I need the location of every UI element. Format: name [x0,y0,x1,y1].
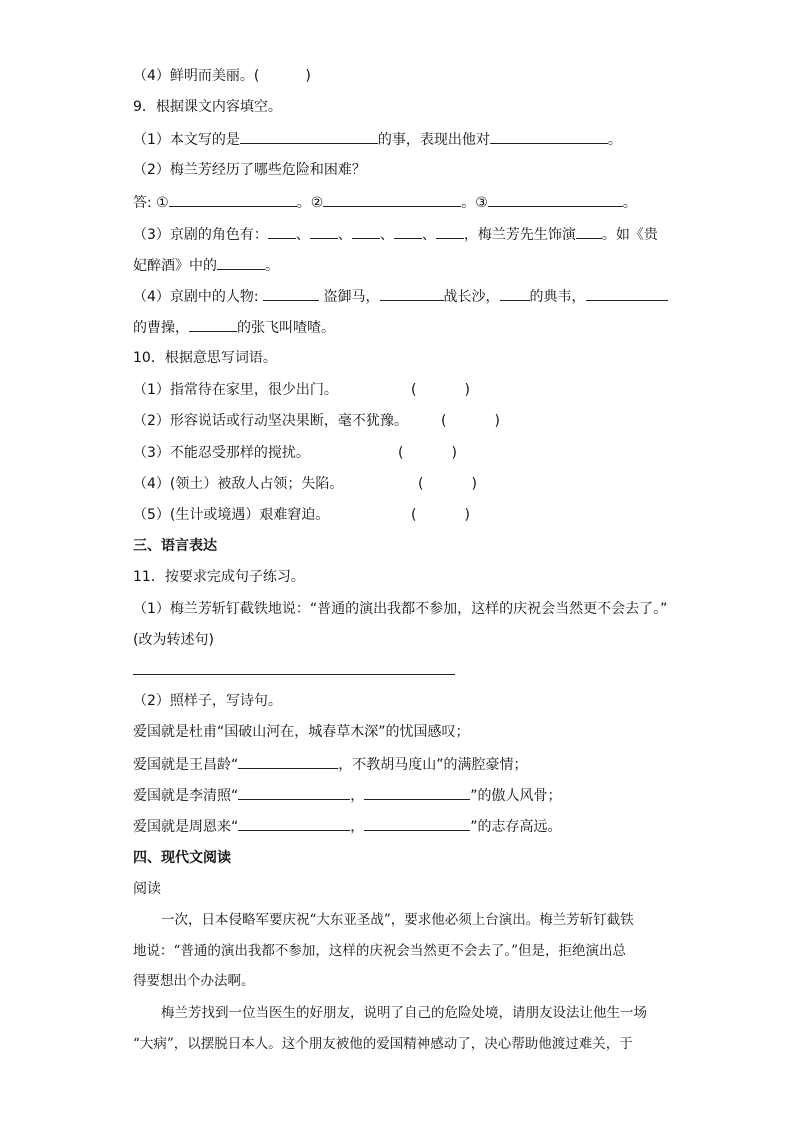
blank[interactable] [189,317,237,332]
blank[interactable] [352,224,380,239]
q11-title: 11．按要求完成句子练习。 [133,569,305,585]
prompt-text: 。 [607,132,622,148]
answer-line[interactable] [133,674,455,675]
item-number: （4） [133,289,170,305]
item-number: （5） [133,507,170,523]
q9-s3 [133,224,658,245]
poem-example: 爱国就是杜甫“国破山河在，城春草木深”的忧国感叹； [133,724,470,740]
q10-item-5 [133,505,470,525]
prompt-text: ”的志存高远。 [470,819,562,835]
q11-s1-note: (改为转述句) [133,632,214,648]
section-heading-4: 四、现代文阅读 [133,850,231,866]
answer-label: 答: ① [133,195,169,211]
item-number: （2） [133,162,170,178]
blank[interactable] [238,785,350,800]
separator: 、 [379,227,394,243]
answer-paren[interactable] [398,443,457,463]
blank[interactable] [364,785,470,800]
item-number: （2） [133,413,170,429]
prompt-text: 京剧的角色有： [169,227,268,243]
prompt-text: 爱国就是王昌龄“ [133,757,239,773]
item-number: （4） [133,68,170,84]
blank[interactable] [323,192,461,207]
prompt-text: 的事，表现出他对 [377,132,490,148]
prompt-text: 爱国就是李清照“ [133,788,239,804]
poem-line-wang [133,754,528,775]
paren-close: ) [464,382,470,398]
answer-paren[interactable] [411,505,470,525]
prompt-text: ，不教胡马度山”的满腔豪情； [338,757,528,773]
blank[interactable] [394,224,422,239]
item-number: （4） [133,476,170,492]
item-number: （3） [133,445,170,461]
reading-p1-line3: 得要想出个办法啊。 [133,973,255,989]
item-text: 梅兰芳斩钉截铁地说：“普通的演出我都不参加，这样的庆祝会当然更不会去了。” [169,601,668,617]
reading-p1-line2: 地说：“普通的演出我都不参加，这样的庆祝会当然更不会去了。”但是，拒绝演出总 [133,943,627,959]
answer-paren[interactable] [411,380,470,400]
item-text: 指常待在家里，很少出门。 [169,382,338,398]
prompt-text: 爱国就是周恩来“ [133,819,239,835]
prompt-text: 盗御马， [323,289,380,305]
blank[interactable] [364,816,470,831]
separator: 、 [421,227,436,243]
item-number: （2） [133,693,170,709]
answer-paren[interactable] [418,474,477,494]
item-text: (生计或境遇）艰难窘迫。 [169,507,330,523]
prompt-text: 京剧中的人物: [169,289,259,305]
q9-s4 [133,286,668,307]
prompt-text: 梅兰芳经历了哪些危险和困难？ [169,162,366,178]
poem-line-li [133,785,562,806]
prompt-text: 本文写的是 [169,132,240,148]
blank[interactable] [240,129,378,144]
q9-answer [133,192,637,213]
reading-label: 阅读 [133,881,161,897]
q10-title: 10．根据意思写词语。 [133,350,277,366]
answer-paren-close: ) [305,68,311,84]
q11-s2 [133,691,282,711]
blank[interactable] [238,816,350,831]
prompt-text: 的典韦， [529,289,586,305]
answer-paren[interactable] [441,411,500,431]
prompt-text: 。如《贵 [601,227,658,243]
separator: 、 [337,227,352,243]
prompt-text: ，梅兰芳先生饰演 [463,227,576,243]
reading-p2-line2: “大病”，以摆脱日本人。这个朋友被他的爱国精神感动了，决心帮助他渡过难关，于 [133,1036,633,1052]
reading-p2-line1: 梅兰芳找到一位当医生的好朋友，说明了自己的危险处境，请朋友设法让他生一场 [161,1005,647,1021]
blank[interactable] [263,286,319,301]
item-number: （1） [133,382,170,398]
q10-item-2 [133,411,500,431]
prompt-text: ”的傲人风骨； [470,788,562,804]
item-text: 照样子，写诗句。 [169,693,282,709]
prompt-text: 的曹操， [133,320,189,336]
prompt-text: 战长沙， [443,289,500,305]
prompt-text: 。 [265,258,279,274]
paren-open: ( [411,382,417,398]
blank[interactable] [500,286,530,301]
prompt-text: ， [350,819,365,835]
section-heading-3: 三、语言表达 [133,538,217,554]
item-number: （3） [133,227,170,243]
blank[interactable] [217,255,265,270]
prompt-text: ， [350,788,365,804]
separator: 、 [295,227,310,243]
item-text: 鲜明而美丽。( [169,68,260,84]
q9-s4-cont [133,317,335,338]
q9-title: 9．根据课文内容填空。 [133,99,282,115]
q9-s3-cont [133,255,279,276]
item-text: (领土）被敌人占领；失陷。 [169,476,344,492]
paren-open: ( [411,507,417,523]
blank[interactable] [268,224,296,239]
blank[interactable] [436,224,464,239]
paren-close: ) [451,445,457,461]
prompt-text: 。③ [461,195,488,211]
q9-s1 [133,129,622,150]
blank[interactable] [576,224,602,239]
q11-s1 [133,599,667,619]
paren-close: ) [471,476,477,492]
blank[interactable] [238,754,338,769]
blank[interactable] [380,286,444,301]
blank[interactable] [586,286,668,301]
q10-item-4 [133,474,477,494]
paren-close: ) [464,507,470,523]
paren-open: ( [398,445,404,461]
prompt-text: 妃醉酒》中的 [133,258,217,274]
blank[interactable] [488,192,623,207]
prompt-text: 的张飞叫喳喳。 [237,320,335,336]
paren-open: ( [418,476,424,492]
q10-item-1 [133,380,470,400]
item-number: （1） [133,601,170,617]
reading-p1-line1: 一次，日本侵略军要庆祝“大东亚圣战”，要求他必须上台演出。梅兰芳斩钉截铁 [161,912,634,928]
q9-s2 [133,160,366,180]
item-number: （1） [133,132,170,148]
paren-open: ( [441,413,447,429]
blank[interactable] [169,192,297,207]
prompt-text: 。 [622,195,637,211]
paren-close: ) [494,413,500,429]
blank[interactable] [310,224,338,239]
q10-item-3 [133,443,457,463]
blank[interactable] [490,129,608,144]
prompt-text: 。② [296,195,324,211]
q8-item4 [133,66,311,86]
item-text: 不能忍受那样的搅扰。 [169,445,310,461]
item-text: 形容说话或行动坚决果断，毫不犹豫。 [169,413,408,429]
poem-line-zhou [133,816,562,837]
